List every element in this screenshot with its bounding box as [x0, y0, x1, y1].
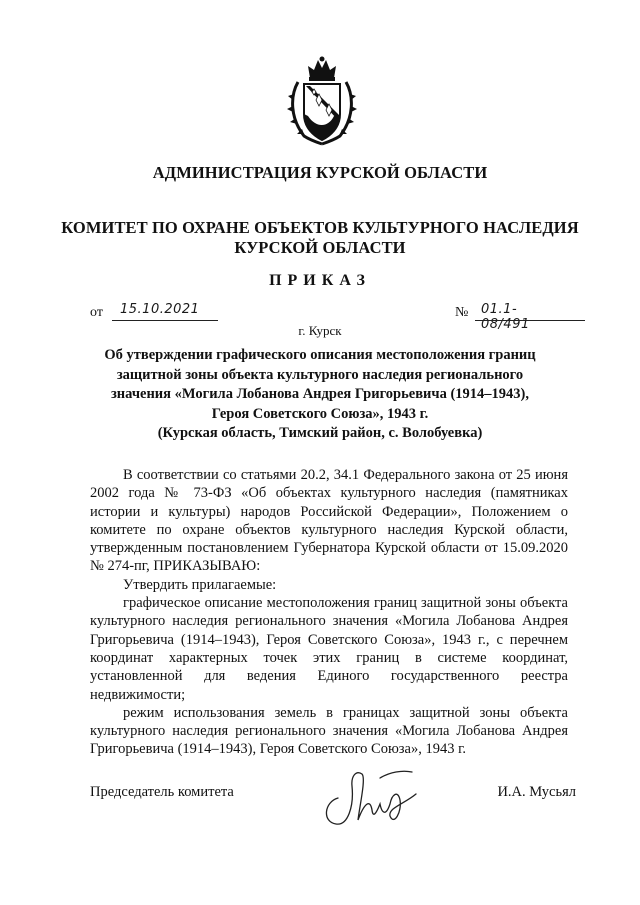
committee-heading-line-1: КОМИТЕТ ПО ОХРАНЕ ОБЪЕКТОВ КУЛЬТУРНОГО НАСЛЕДИЯ	[61, 218, 579, 237]
body-paragraph-preamble: В соответствии со статьями 20.2, 34.1 Федерального закона от 25 июня 2002 года № 73-ФЗ «Об объектах культурного наследия (памятниках истории и культуры) народов Российской Федерации», Положением о комитете по охране объектов культурного наследия Курской области, утвержденным постановлением Губернатора Курской области от 15.09.2020 № 274-пг, ПРИКАЗЫВАЮ:	[90, 467, 568, 575]
committee-heading-line-2: КУРСКОЙ ОБЛАСТИ	[234, 238, 406, 257]
order-type-heading: ПРИКАЗ	[269, 272, 371, 289]
body-paragraph-land-use-regime: режим использования земель в границах защитной зоны объекта культурного наследия регионального значения «Могила Лобанова Андрея Григорьевича (1914–1943), Героя Советского Союза», 1943 г.	[90, 704, 568, 758]
number-prefix: №	[455, 305, 469, 320]
order-title-line: Героя Советского Союза», 1943 г.	[211, 405, 429, 422]
coat-of-arms-icon	[284, 56, 360, 146]
order-body	[90, 466, 568, 759]
order-title-line: защитной зоны объекта культурного наследия регионального	[116, 366, 524, 383]
number-underline	[475, 320, 585, 321]
city-label: г. Курск	[298, 323, 342, 338]
order-title	[0, 346, 640, 444]
order-date-handwritten: 15.10.2021	[120, 302, 200, 317]
order-title-line: (Курская область, Тимский район, с. Волобуевка)	[157, 425, 483, 441]
order-number-handwritten: 01.1-08/491	[481, 302, 530, 332]
committee-heading	[0, 218, 640, 258]
handwritten-signature	[320, 764, 430, 834]
signature-block	[90, 784, 576, 844]
signatory-name: И.А. Мусьял	[497, 784, 576, 800]
date-underline	[112, 320, 218, 321]
body-paragraph-approve: Утвердить прилагаемые:	[123, 576, 277, 593]
body-paragraph-graphic-description: графическое описание местоположения границ защитной зоны объекта культурного наследия регионального значения «Могила Лобанова Андрея Григорьевича (1914–1943), Героя Советского Союза», 1943 г., с перечнем координат характерных точек этих границ в системе координат, установленной для ведения Единого государственного реестра недвижимости;	[90, 595, 568, 703]
order-title-line: значения «Могила Лобанова Андрея Григорьевича (1914–1943),	[110, 386, 529, 402]
order-title-line: Об утверждении графического описания местоположения границ	[104, 347, 536, 363]
signatory-position: Председатель комитета	[90, 784, 234, 800]
administration-heading: АДМИНИСТРАЦИЯ КУРСКОЙ ОБЛАСТИ	[152, 163, 488, 182]
date-prefix: от	[90, 305, 103, 320]
